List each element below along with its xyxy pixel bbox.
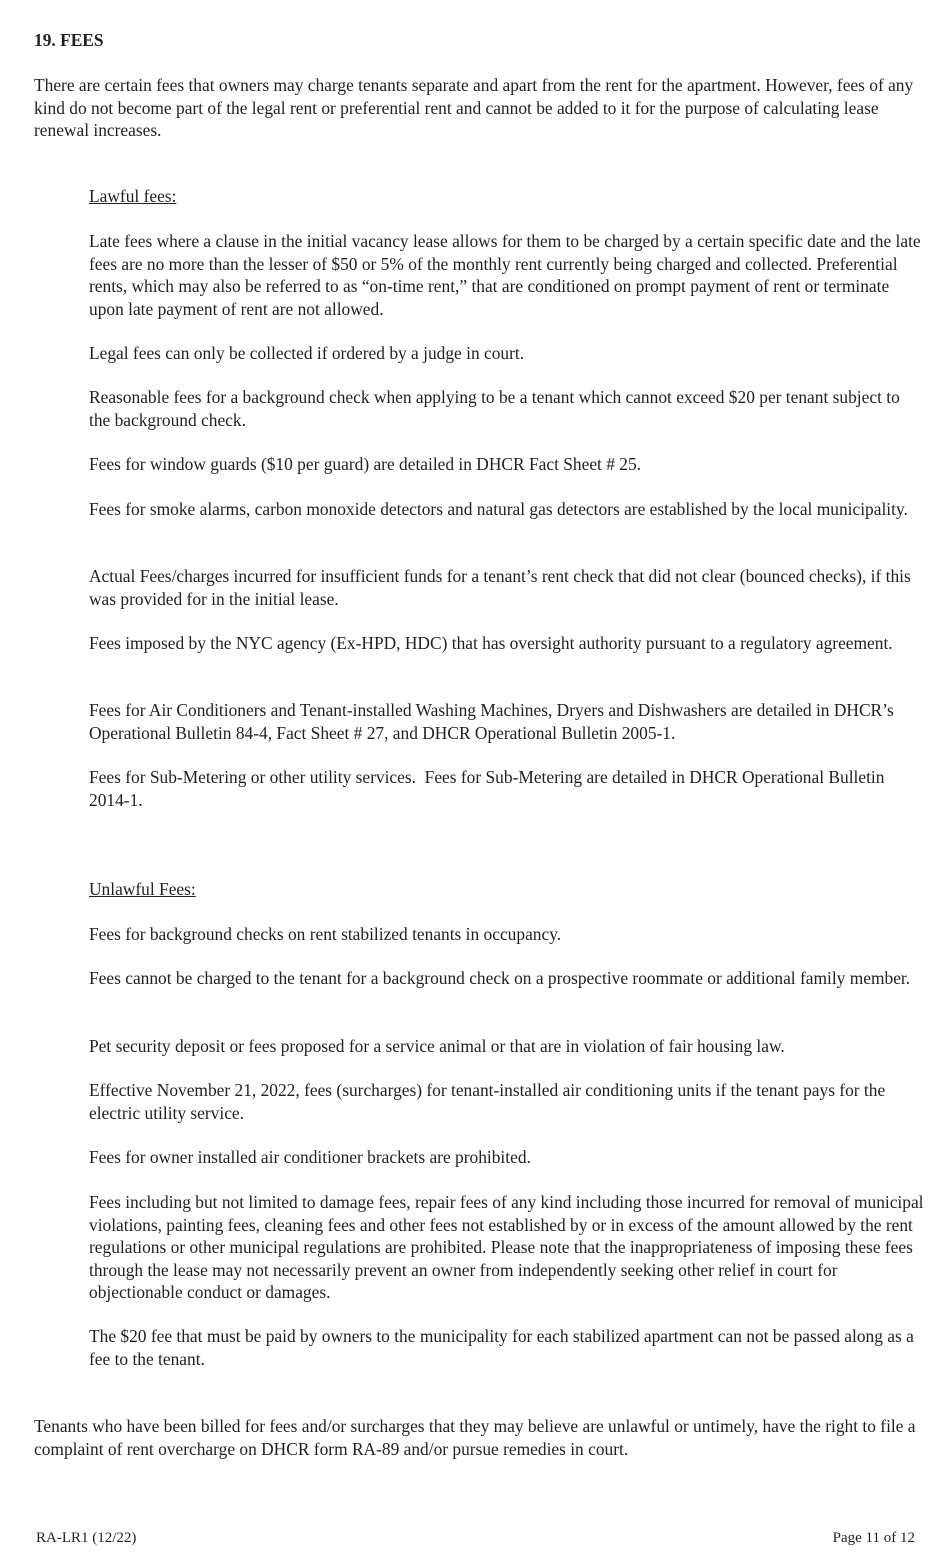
page-number: Page 11 of 12 <box>832 1530 915 1546</box>
unlawful-fee-ac-surcharge: Effective November 21, 2022, fees (surcharges) for tenant-installed air conditioning units if the tenant pays for the electric utility service. <box>89 1080 886 1123</box>
lawful-fees-heading: Lawful fees: <box>89 186 177 206</box>
closing-paragraph: Tenants who have been billed for fees and/or surcharges that they may believe are unlawful or untimely, have the right to file a complaint of rent overcharge on DHCR form RA-89 and/or pursue remedies in court. <box>34 1416 916 1459</box>
lawful-fee-appliances: Fees for Air Conditioners and Tenant-installed Washing Machines, Dryers and Dishwashers are detailed in DHCR’s Operational Bulletin 84-4, Fact Sheet # 27, and DHCR Operational Bulletin 2005-1. <box>89 700 894 743</box>
unlawful-fee-pet-deposit: Pet security deposit or fees proposed for a service animal or that are in violation of fair housing law. <box>89 1036 785 1056</box>
lawful-fee-smoke-alarms: Fees for smoke alarms, carbon monoxide detectors and natural gas detectors are established by the local municipality. <box>89 499 908 519</box>
unlawful-fee-background-occupancy: Fees for background checks on rent stabilized tenants in occupancy. <box>89 924 562 944</box>
unlawful-fee-damage-repair: Fees including but not limited to damage fees, repair fees of any kind including those incurred for removal of municipal violations, painting fees, cleaning fees and other fees not established by or in excess of the amount allowed by the rent regulations or other municipal regulations are prohibited. Please note that the inappropriateness of imposing these fees through the lease may not necessarily prevent an owner from independently seeking other relief in court for objectionable conduct or damages. <box>89 1192 924 1302</box>
lawful-fee-nyc-agency: Fees imposed by the NYC agency (Ex-HPD, HDC) that has oversight authority pursuant to a regulatory agreement. <box>89 633 893 653</box>
lawful-fee-window-guards: Fees for window guards ($10 per guard) are detailed in DHCR Fact Sheet # 25. <box>89 454 642 474</box>
form-id: RA-LR1 (12/22) <box>36 1530 137 1546</box>
section-title: 19. FEES <box>34 30 104 50</box>
intro-paragraph: There are certain fees that owners may charge tenants separate and apart from the rent for the apartment. However, fees of any kind do not become part of the legal rent or preferential rent and cannot be added to it for the purpose of calculating lease renewal increases. <box>34 75 914 140</box>
lawful-fee-background-check: Reasonable fees for a background check when applying to be a tenant which cannot exceed $20 per tenant subject to the background check. <box>89 387 900 430</box>
lawful-fee-sub-metering: Fees for Sub-Metering or other utility services. Fees for Sub-Metering are detailed in DHCR Operational Bulletin 2014-1. <box>89 767 885 810</box>
unlawful-fee-municipality: The $20 fee that must be paid by owners to the municipality for each stabilized apartment can not be passed along as a fee to the tenant. <box>89 1326 914 1369</box>
lawful-fee-legal-fees: Legal fees can only be collected if ordered by a judge in court. <box>89 343 525 363</box>
lawful-fee-insufficient-funds: Actual Fees/charges incurred for insufficient funds for a tenant’s rent check that did not clear (bounced checks), if this was provided for in the initial lease. <box>89 566 911 609</box>
unlawful-fees-heading: Unlawful Fees: <box>89 879 196 899</box>
unlawful-fee-roommate-check: Fees cannot be charged to the tenant for a background check on a prospective roommate or additional family member. <box>89 968 911 988</box>
lawful-fee-late-fees: Late fees where a clause in the initial vacancy lease allows for them to be charged by a certain specific date and the late fees are no more than the lesser of $50 or 5% of the monthly rent currently being charged and collected. Preferential rents, which may also be referred to as “on-time rent,” that are conditioned on prompt payment of rent or terminate upon late payment of rent are not allowed. <box>89 231 921 319</box>
unlawful-fee-ac-brackets: Fees for owner installed air conditioner brackets are prohibited. <box>89 1147 531 1167</box>
